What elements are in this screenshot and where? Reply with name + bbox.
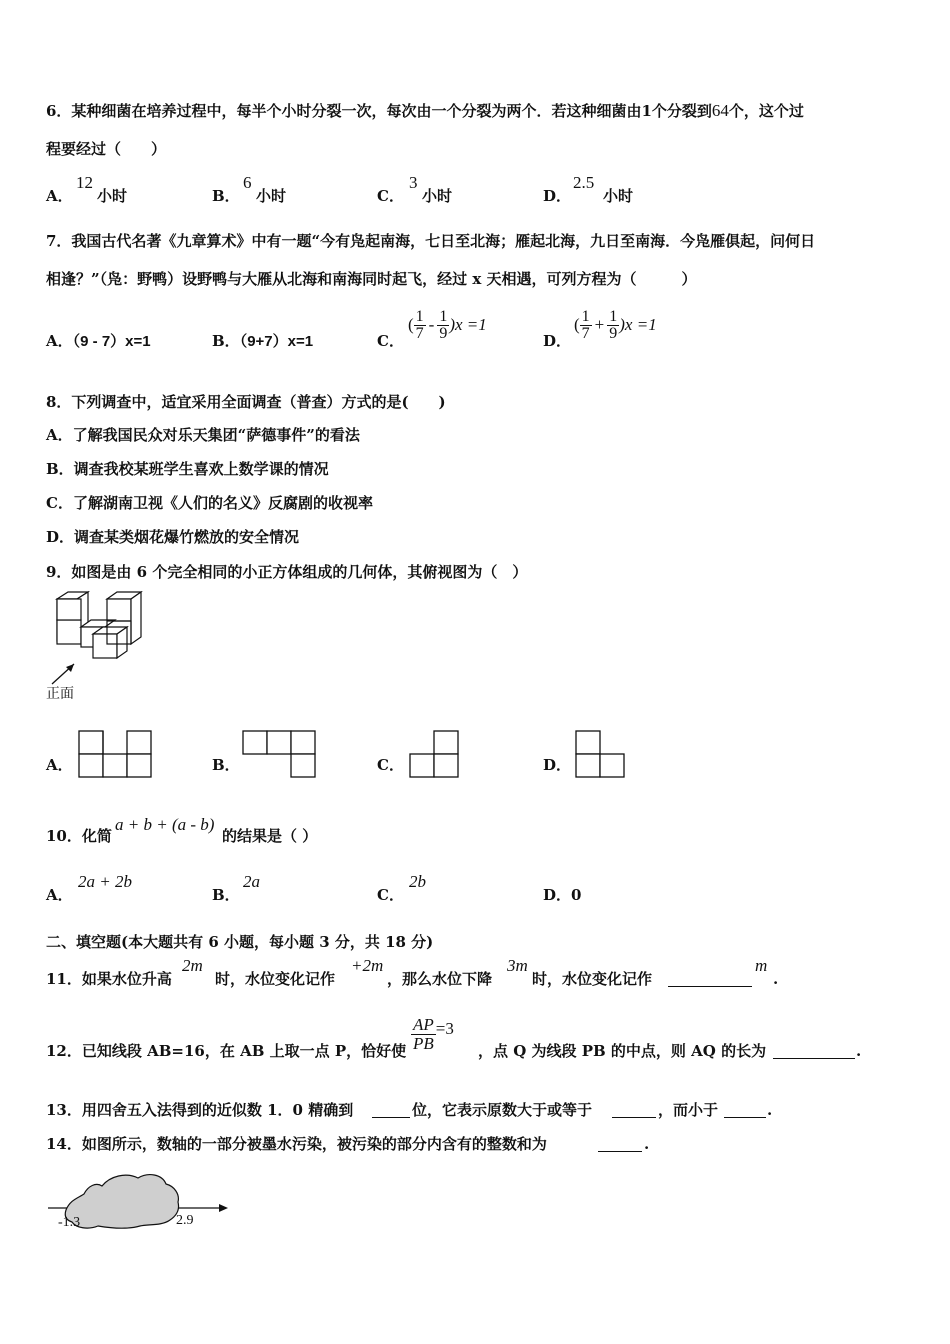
- q6-option-a: A．: [46, 187, 73, 205]
- q12-part1: 12．已知线段 AB=16，在 AB 上取一点 P，恰好使: [46, 1042, 407, 1060]
- q6-num64: 64: [711, 101, 729, 120]
- q11-unit: m: [755, 956, 768, 975]
- number-line-arrow-icon: [219, 1204, 228, 1212]
- q11-part2: 时，水位变化记作: [215, 970, 336, 988]
- q6-option-b: B．: [212, 187, 240, 205]
- q6-option-d: D．: [543, 187, 572, 205]
- q11-answer-blank[interactable]: [668, 972, 752, 987]
- q10-d-value: 0: [571, 886, 582, 904]
- q13-end: .: [767, 1101, 773, 1119]
- q9-option-a-figure: [79, 731, 154, 781]
- q13-blank-1[interactable]: [372, 1103, 410, 1118]
- q12-fraction: $\frac{AP}{PB}$ =3: [413, 1015, 454, 1053]
- q12-answer-blank[interactable]: [773, 1044, 855, 1059]
- q12-part2: ，点 Q 为线段 PB 的中点，则 AQ 的长为: [478, 1042, 767, 1060]
- q9-option-b: B．: [212, 756, 240, 774]
- q7-option-a: A．（9 - 7）x=1: [46, 332, 151, 350]
- q11-value-3m: 3m: [507, 956, 528, 975]
- q10-option-b: B．: [212, 886, 240, 904]
- q13-blank-3[interactable]: [724, 1103, 766, 1118]
- q11-part1: 11．如果水位升高: [46, 970, 172, 988]
- q6-b-unit: 小时: [256, 187, 287, 205]
- q8-option-d: D．调查某类烟花爆竹燃放的安全情况: [46, 528, 300, 546]
- q11-part4: 时，水位变化记作: [532, 970, 653, 988]
- q10-option-c: C．: [377, 886, 404, 904]
- q8-stem: 8．下列调查中，适宜采用全面调查（普查）方式的是( ): [46, 393, 446, 411]
- q14-number-line-figure: [44, 1164, 234, 1240]
- q10-c-value: 2b: [409, 872, 426, 891]
- q10-a-value: 2a + 2b: [78, 872, 132, 891]
- q7-option-c-equation: ( $\frac{1}{7}$ - $\frac{1}{9}$ )x =1: [408, 308, 487, 342]
- q6-b-value: 6: [243, 173, 252, 192]
- q7-option-b: B．（9+7）x=1: [212, 332, 314, 350]
- q6-d-unit: 小时: [603, 187, 634, 205]
- q7-option-d-label: D．: [543, 332, 572, 350]
- q13-blank-2[interactable]: [612, 1103, 656, 1118]
- q7-line2: 相逢？”（凫：野鸭）设野鸭与大雁从北海和南海同时起飞，经过 x 天相遇，可列方程为（ ）: [46, 270, 697, 288]
- q14-end: .: [644, 1135, 650, 1153]
- q6-c-value: 3: [409, 173, 418, 192]
- q11-value-plus2m: +2m: [351, 956, 384, 975]
- q11-end: .: [773, 970, 779, 988]
- q10-option-a: A．: [46, 886, 73, 904]
- q14-right-label: 2.9: [176, 1213, 194, 1228]
- q6-c-unit: 小时: [422, 187, 453, 205]
- q9-option-b-figure: [243, 731, 318, 781]
- q6-a-value: 12: [76, 173, 93, 192]
- q9-option-c: C．: [377, 756, 404, 774]
- q7-option-d-equation: ( $\frac{1}{7}$ + $\frac{1}{9}$ )x =1: [574, 308, 657, 342]
- q6-text-end: 个，这个过: [728, 102, 804, 120]
- q10-option-d: D．0: [543, 886, 582, 904]
- q6-a-unit: 小时: [97, 187, 128, 205]
- q6-option-c: C．: [377, 187, 404, 205]
- q6-text: 6．某种细菌在培养过程中，每半个小时分裂一次，每次由一个分裂为两个．若这种细菌由1个分裂到: [46, 102, 712, 120]
- ink-blot: [65, 1175, 178, 1229]
- q14-answer-blank[interactable]: [598, 1137, 642, 1152]
- q10-lead: 10．化简: [46, 827, 112, 845]
- q7-line1: 7．我国古代名著《九章算术》中有一题“今有凫起南海，七日至北海；雁起北海，九日至南海．今凫雁俱起，问何日: [46, 232, 816, 250]
- q9-option-d-figure: [576, 731, 628, 781]
- q9-stem: 9．如图是由 6 个完全相同的小正方体组成的几何体，其俯视图为（ ）: [46, 563, 528, 581]
- q14-left-label: -1.3: [58, 1215, 81, 1230]
- q9-option-a: A．: [46, 756, 73, 774]
- q6-line1: [46, 101, 804, 121]
- q13-part2: 位，它表示原数大于或等于: [412, 1101, 593, 1119]
- q12-end: .: [856, 1042, 862, 1060]
- q6-line2: 程要经过（ ）: [46, 140, 167, 158]
- q11-part3: ，那么水位下降: [387, 970, 493, 988]
- q6-d-value: 2.5: [573, 173, 595, 192]
- q14-stem: 14．如图所示，数轴的一部分被墨水污染，被污染的部分内含有的整数和为: [46, 1135, 547, 1153]
- q11-value-2m: 2m: [182, 956, 203, 975]
- q8-option-c: C．了解湖南卫视《人们的名义》反腐剧的收视率: [46, 494, 373, 512]
- q10-b-value: 2a: [243, 872, 260, 891]
- q10-expression: a + b + (a - b): [115, 815, 215, 834]
- q8-option-b: B．调查我校某班学生喜欢上数学课的情况: [46, 460, 329, 478]
- q13-part3: ，而小于: [658, 1101, 719, 1119]
- q9-option-d: D．: [543, 756, 572, 774]
- q10-tail: 的结果是（ ）: [222, 827, 318, 845]
- q7-option-c-label: C．: [377, 332, 404, 350]
- section-heading: 二、填空题(本大题共有 6 小题，每小题 3 分，共 18 分): [46, 933, 434, 951]
- q13-part1: 13．用四舍五入法得到的近似数 1．0 精确到: [46, 1101, 354, 1119]
- q9-option-c-figure: [410, 731, 462, 781]
- q9-front-label: 正面: [46, 686, 74, 702]
- q8-option-a: A．了解我国民众对乐天集团“萨德事件”的看法: [46, 426, 360, 444]
